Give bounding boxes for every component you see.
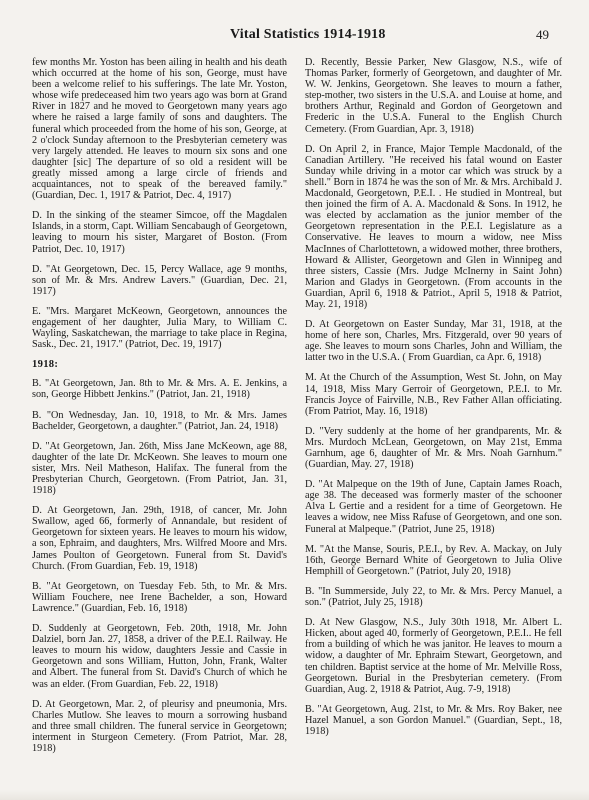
running-title: Vital Statistics 1914-1918: [230, 27, 386, 42]
entry-fitzgerald: D. At Georgetown on Easter Sunday, Mar 31, 1918, at the home of here son, Charles, Mrs. Fitzgerald, over 90 years of age. She leaves to mourn sons Charles, John and William, the latter two in the U.S.A. ( From Guardian, ca Apr. 6, 1918): [305, 319, 562, 364]
page-header: [0, 27, 589, 47]
entry-lavers: D. "At Georgetown, Dec. 15, Percy Wallace, age 9 months, son of Mr. & Mrs. Andrew Lavers." (Guardian, Dec. 21, 1917): [32, 263, 287, 297]
entry-manuel: B. "In Summerside, July 22, to Mr. & Mrs. Percy Manuel, a son." (Patriot, July 25, 1918): [305, 585, 562, 609]
entry-jenkins: B. "At Georgetown, Jan. 8th to Mr. & Mrs. A. E. Jenkins, a son, George Hibbett Jenkins." (Patriot, Jan. 21, 1918): [32, 378, 287, 401]
entry-mckeown-engagement: E. "Mrs. Margaret McKeown, Georgetown, announces the engagement of her daughter, Julia Mary, to William C. Wayling, Saskatchewan, the marriage to take place in Regina, Sask., Dec. 21, 1917." (Patriot, Dec. 19, 1917): [32, 305, 287, 351]
entry-swallow: D. At Georgetown, Jan. 29th, 1918, of cancer, Mr. John Swallow, aged 66, formerly of Annandale, but resident of Georgetown for sixteen years. He leaves to mourn his widow, a son, Ephraim, and daughters, Mrs. Wilfred Moore and Mrs. James Poulton of Georgetown. Funeral from St. David's Church. (From Guardian, Feb. 19, 1918): [32, 505, 287, 572]
entry-fouchere: B. "At Georgetown, on Tuesday Feb. 5th, to Mr. & Mrs. William Fouchere, nee Irene Bachelder, a son, Howard Lawrence." (Guardian, Feb. 16, 1918): [32, 580, 287, 614]
entry-bachelder: B. "On Wednesday, Jan. 10, 1918, to Mr. & Mrs. James Bachelder, Georgetown, a daughter." (Patriot, Jan. 24, 1918): [32, 409, 287, 432]
page-bottom-edge: [0, 790, 589, 800]
entry-dalziel: D. Suddenly at Georgetown, Feb. 20th, 1918, Mr. John Dalziel, born Jan. 27, 1858, a driver of the P.E.I. Railway. He leaves to mourn his widow, daughters Jessie and Cassie in Georgetown and sons William, Hutton, John, Frank, Walter and Albert. The funeral from St. David's Church of which he was an elder. (From Guardian, Feb. 22, 1918): [32, 623, 287, 690]
entry-white-hemphill: M. "At the Manse, Souris, P.E.I., by Rev. A. Mackay, on July 16th, George Bernard White of Georgetown to Julia Olive Hemphill of Georgetown." (Patriot, July 20, 1918): [305, 543, 562, 577]
entry-mutlow: D. At Georgetown, Mar. 2, of pleurisy and pneumonia, Mrs. Charles Mutlow. She leaves to mourn a sorrowing husband and three small children. The funeral service in Georgetown; interment in Sturgeon Cemetery. (From Patriot, Mar. 28, 1918): [32, 698, 287, 754]
entry-gerroir: M. At the Church of the Assumption, West St. John, on May 14, 1918, Miss Mary Gerroir of Georgetown, P.E.I. to Mr. Francis Joyce of Fairville, N.B., Rev Father Allan officiating. (From Patriot, May. 16, 1918): [305, 372, 562, 417]
entry-parker: D. Recently, Bessie Parker, New Glasgow, N.S., wife of Thomas Parker, formerly of Georgetown, and daughter of Mr. W. W. Jenkins, Georgetown. She leaves to mourn a father, step-mother, two sisters in the U.S.A. and Louise at home, and brothers Arthur, Reginald and Gordon of Georgetown and Frederic in the U.S.A. Funeral to the English Church Cemetery. (From Guardian, Apr. 3, 1918): [305, 57, 562, 135]
right-column: [305, 57, 562, 746]
page-number: 49: [536, 27, 549, 42]
entry-hicken: D. At New Glasgow, N.S., July 30th 1918, Mr. Albert L. Hicken, about aged 40, formerly of Georgetown, P.E.I.. He fell from a building of which he was janitor. He leaves to mourn a widow, a daughter of Mr. Ephraim Stewart, Georgetown, and ten children. Baptist service at the home of Mr. Melville Ross, Georgetown. Burial in the Presbyterian cemetery. (From Guardian, Aug. 2, 1918 & Patriot, Aug. 7-9, 1918): [305, 617, 562, 695]
entry-roach: D. "At Malpeque on the 19th of June, Captain James Roach, age 38. The deceased was formerly master of the schooner Alva L Gertie and a resident for a time of Georgetown. He leaves a widow, nee Miss Rafuse of Georgetown, and one son. Funeral at Malpeque." (Patriot, June 25, 1918): [305, 479, 562, 535]
entry-garnhum: D. "Very suddenly at the home of her grandparents, Mr. & Mrs. Murdoch McLean, Georgetown, on May 21st, Emma Garnhum, age 6, daughter of Mr. & Mrs. Noah Garnhum." (Guardian, May. 27, 1918): [305, 425, 562, 471]
year-heading-1918: 1918:: [32, 359, 59, 371]
entry-yoston-continued: few months Mr. Yoston has been ailing in health and his death which occurred at the home of his son, George, must have been a welcome relief to his sufferings. The late Mr. Yoston, whose wife predeceased him two years ago was born at Grand River in 1827 and he moved to Georgetown many years ago where he raised a large family of sons and daughters. The funeral which proceeded from the home of his son, George, at 2 o'clock Sunday afternoon to the Presbyterian cemetery was very largely attended. He leaves to mourn six sons and one daughter [sic] The departure of so old a resident will be greatly missed among a large circle of friends and acquaintances, not to speak of the bereaved family." (Guardian, Dec. 1, 1917 & Patriot, Dec. 4, 1917): [32, 57, 287, 202]
entry-baker: B. "At Georgetown, Aug. 21st, to Mr. & Mrs. Roy Baker, nee Hazel Manuel, a son Gordon Manuel." (Guardian, Sept., 18, 1918): [305, 703, 562, 737]
entry-sencabaugh: D. In the sinking of the steamer Simcoe, off the Magdalen Islands, in a storm, Capt. William Sencabaugh of Georgetown, leaving to mourn his sister, Margaret of Boston. (From Patriot, Dec. 10, 1917): [32, 210, 287, 255]
entry-macdonald: D. On April 2, in France, Major Temple Macdonald, of the Canadian Artillery. "He received his fatal wound on Easter Sunday while driving in a motor car which was struck by a shell." Born in 1874 he was the son of Mr. & Mrs. Archibald J. Macdonald, Georgetown, P.E.I. . He studied in Montreal, but then joined the firm of A. A. Macdonald & Sons. In 1912, he was elected by acclamation as the junior member of the Georgetown representation in the P.E.I. Legislature as a Conservative. He leaves to mourn a widow, nee Miss MacInnes of Charlottetown, a widowed mother, three brothers, Howard & Allister, Georgetown and Glen in Winnipeg and three sisters, Cassie (Mrs. Judge McInerny in Saint John) Marion and Gladys in Georgetown. (From accounts in the Guardian, April 6, 1918 & Patriot., April 5, 1918 & Patriot, May. 21, 1918): [305, 143, 562, 310]
entry-jane-mckeown: D. "At Georgetown, Jan. 26th, Miss Jane McKeown, age 88, daughter of the late Dr. McKeown. She leaves to mourn one sister, Mrs. Neil Matheson, Halifax. The funeral from the Presbyterian Church, Georgetown. (From Patriot, Jan. 31, 1918): [32, 440, 287, 497]
left-column: [32, 57, 287, 763]
